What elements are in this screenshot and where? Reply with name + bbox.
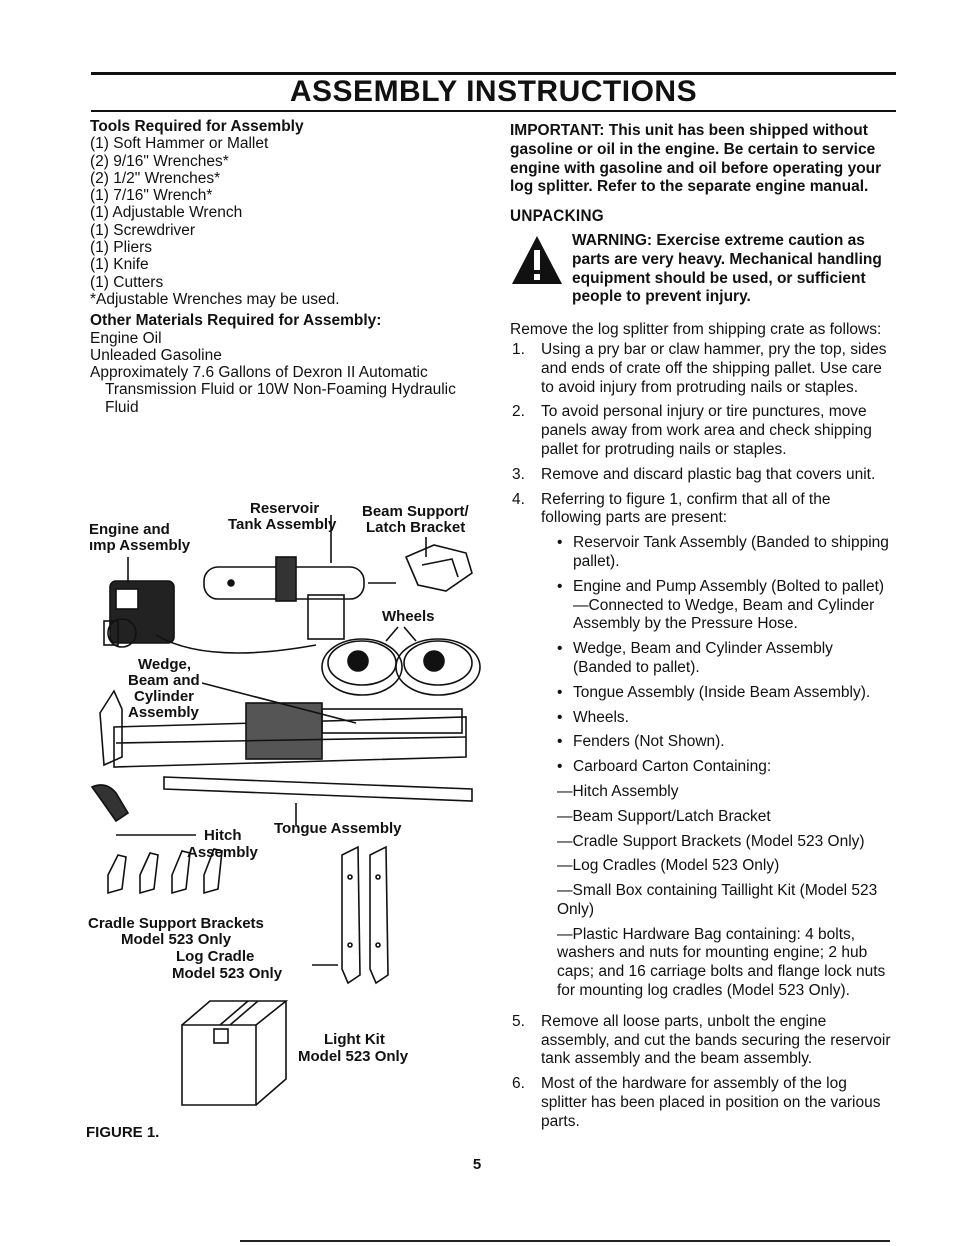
step-item <box>510 341 895 397</box>
label-log-cradle-2: Model 523 Only <box>172 965 283 982</box>
page-title: ASSEMBLY INSTRUCTIONS <box>289 75 698 108</box>
label-reservoir-1: Reservoir <box>250 500 320 517</box>
label-tongue: Tongue Assembly <box>274 820 402 837</box>
beam-support-drawing <box>368 537 472 591</box>
carton-item: —Small Box containing Taillight Kit (Model 523 Only) <box>557 882 878 918</box>
materials-heading: Other Materials Required for Assembly: <box>90 312 382 330</box>
step-number: 4. <box>512 490 525 508</box>
parts-item: • Fenders (Not Shown). <box>557 733 725 751</box>
light-kit-box-drawing <box>182 1001 286 1105</box>
tools-item: (1) Soft Hammer or Mallet <box>90 135 269 153</box>
carton-item: —Log Cradles (Model 523 Only) <box>557 857 780 875</box>
step-item <box>510 1013 895 1069</box>
parts-item-text: Wedge, Beam and Cylinder Assembly (Banded to pallet). <box>573 640 833 676</box>
step-text: Remove and discard plastic bag that covers unit. <box>541 465 876 483</box>
parts-item-text: Wheels. <box>573 708 629 726</box>
label-beam-support-2: Latch Bracket <box>366 519 466 536</box>
step-item <box>510 491 895 1007</box>
label-hitch-2: Assembly <box>187 844 258 861</box>
label-light-kit-2: Model 523 Only <box>298 1048 409 1065</box>
parts-item: • Carboard Carton Containing: <box>557 758 772 776</box>
label-wedge-1: Wedge, <box>138 656 192 673</box>
reservoir-tank-drawing <box>204 515 364 639</box>
step-text: Using a pry bar or claw hammer, pry the top, sides and ends of crate off the shipping pallet. Use care to avoid injury from protruding nails or staples. <box>541 340 887 396</box>
label-wheels: Wheels <box>382 608 435 625</box>
step-text: Remove all loose parts, unbolt the engine assembly, and cut the bands securing the reservoir tank assembly and the beam assembly. <box>541 1012 891 1068</box>
step-number: 2. <box>512 403 525 421</box>
parts-list <box>541 534 895 777</box>
carton-item: —Beam Support/Latch Bracket <box>557 807 771 825</box>
label-cradle-brackets-2: Model 523 Only <box>121 931 232 948</box>
label-engine-1: Engine and <box>89 521 170 538</box>
figure-caption: FIGURE 1. <box>86 1124 160 1141</box>
tools-item: (1) 7/16" Wrench* <box>90 187 213 205</box>
warning-text: WARNING: Exercise extreme caution as parts are very heavy. Mechanical handling equipment should be used, or sufficient people to prevent injury. <box>572 231 882 306</box>
tools-item: (1) Screwdriver <box>90 221 196 239</box>
step-content <box>541 491 895 1007</box>
parts-item: • Wedge, Beam and Cylinder Assembly (Banded to pallet). <box>557 640 895 678</box>
parts-item: • Tongue Assembly (Inside Beam Assembly). <box>557 683 871 701</box>
materials-item-continued: Transmission Fluid or 10W Non-Foaming Hydraulic <box>105 381 456 399</box>
step-text: To avoid personal injury or tire punctures, move panels away from work area and check shipping pallet for protruding nails or staples. <box>541 403 872 458</box>
tools-heading: Tools Required for Assembly <box>90 118 304 135</box>
important-note: IMPORTANT: This unit has been shipped without gasoline or oil in the engine. Be certain to service engine with gasoline and oil before operating your log splitter. Refer to the separate engine manual. <box>510 122 882 196</box>
tools-note: *Adjustable Wrenches may be used. <box>90 290 340 308</box>
materials-item-continued: Fluid <box>105 398 139 416</box>
label-log-cradle-1: Log Cradle <box>176 948 255 965</box>
parts-item-text: Tongue Assembly (Inside Beam Assembly). <box>573 683 871 701</box>
unpacking-heading: UNPACKING <box>510 206 604 226</box>
figure-1 <box>86 495 496 1155</box>
label-cradle-brackets-1: Cradle Support Brackets <box>88 915 264 932</box>
materials-item: Engine Oil <box>90 329 162 347</box>
parts-item: • Engine and Pump Assembly (Bolted to pallet)—Connected to Wedge, Beam and Cylinder Assembly by the Pressure Hose. <box>557 578 895 634</box>
label-reservoir-2: Tank Assembly <box>228 516 337 533</box>
parts-item-text: Engine and Pump Assembly (Bolted to pallet)—Connected to Wedge, Beam and Cylinder Assembly by the Pressure Hose. <box>573 577 885 633</box>
step-item <box>510 466 895 485</box>
label-wedge-2: Beam and <box>128 672 200 689</box>
tools-item: (1) Pliers <box>90 239 153 257</box>
parts-item: • Wheels. <box>557 708 629 726</box>
label-hitch-1: Hitch <box>204 827 242 844</box>
left-column <box>90 118 490 416</box>
materials-item: Unleaded Gasoline <box>90 346 222 364</box>
warning-triangle-icon <box>510 232 572 307</box>
tools-item: (2) 1/2" Wrenches* <box>90 169 221 187</box>
label-wedge-4: Assembly <box>128 704 199 721</box>
step-item <box>510 1075 895 1131</box>
step-text: Most of the hardware for assembly of the log splitter has been placed in position on the various parts. <box>541 1075 881 1130</box>
tools-item: (1) Knife <box>90 256 149 274</box>
label-engine-2: ımp Assembly <box>89 537 191 554</box>
unpacking-intro: Remove the log splitter from shipping crate as follows: <box>510 321 882 339</box>
parts-item-text: Carboard Carton Containing: <box>573 758 772 776</box>
step-item <box>510 403 895 459</box>
carton-item: —Cradle Support Brackets (Model 523 Only) <box>557 832 865 850</box>
carton-item: —Hitch Assembly <box>557 782 679 800</box>
header-rule-bottom <box>91 110 896 112</box>
unpacking-steps <box>510 341 895 1132</box>
step-text: Referring to figure 1, confirm that all of the following parts are present: <box>541 490 831 527</box>
parts-item: • Reservoir Tank Assembly (Banded to shipping pallet). <box>557 534 895 572</box>
carton-item: —Plastic Hardware Bag containing: 4 bolts, washers and nuts for mounting engine; 2 hub caps; and 16 carriage bolts and flange lock nuts for mounting log cradles (Model 523 Only). <box>557 925 886 1000</box>
footer-rule <box>240 1240 890 1242</box>
parts-item-text: Reservoir Tank Assembly (Banded to shipping pallet). <box>573 534 889 570</box>
step-number: 6. <box>512 1075 525 1093</box>
parts-item-text: Fenders (Not Shown). <box>573 733 725 751</box>
tools-item: (2) 9/16" Wrenches* <box>90 152 229 170</box>
label-wedge-3: Cylinder <box>134 688 195 705</box>
log-cradle-drawing <box>312 847 388 983</box>
warning-block <box>510 232 895 307</box>
tools-item: (1) Cutters <box>90 273 164 291</box>
right-column <box>510 122 895 1138</box>
wheels-drawing <box>322 627 480 695</box>
label-beam-support-1: Beam Support/ <box>362 503 469 520</box>
tools-item: (1) Adjustable Wrench <box>90 204 243 222</box>
step-number: 5. <box>512 1012 525 1030</box>
materials-item: Approximately 7.6 Gallons of Dexron II Automatic <box>90 364 428 382</box>
step-number: 1. <box>512 340 525 358</box>
page-number: 5 <box>472 1156 482 1173</box>
step-number: 3. <box>512 465 525 483</box>
label-light-kit-1: Light Kit <box>324 1031 385 1048</box>
